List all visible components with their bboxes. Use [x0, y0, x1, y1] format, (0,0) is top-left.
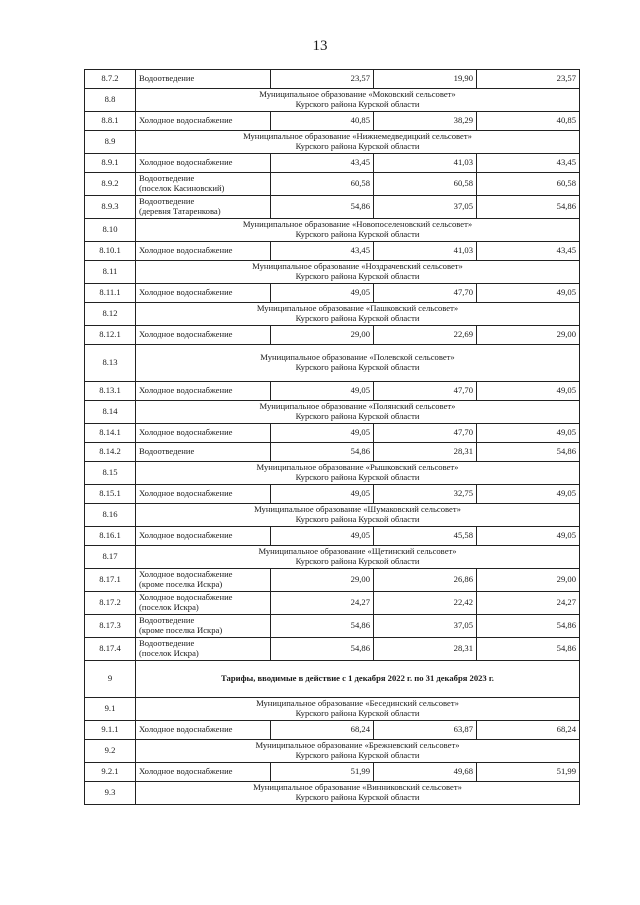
tariff-value-3: 54,86: [477, 638, 580, 661]
municipality-title: Муниципальное образование «Полянский сельсовет»: [259, 401, 456, 412]
row-number: 8.11: [85, 261, 136, 284]
service-name-note: (поселок Искра): [139, 602, 199, 612]
tariff-value-2: 41,03: [374, 242, 477, 261]
municipality-header-row: [85, 261, 580, 284]
table-row: [85, 112, 580, 131]
tariff-value-3: 54,86: [477, 615, 580, 638]
row-number: 8.9.2: [85, 173, 136, 196]
service-name: Водоотведение: [136, 443, 271, 462]
municipality-title: Муниципальное образование «Нижнемедведицкий сельсовет»: [243, 131, 472, 142]
row-number: 8.12.1: [85, 326, 136, 345]
service-name: Холодное водоснабжение: [136, 242, 271, 261]
tariff-value-2: 28,31: [374, 443, 477, 462]
table-row: [85, 527, 580, 546]
municipality-header-row: [85, 782, 580, 805]
row-number: 8.8.1: [85, 112, 136, 131]
municipality-header: [136, 261, 580, 284]
service-name-note: (поселок Искра): [139, 648, 199, 658]
municipality-header: [136, 303, 580, 326]
municipality-title: Муниципальное образование «Бесединский сельсовет»: [256, 698, 459, 709]
municipality-title: Муниципальное образование «Моковский сельсовет»: [259, 89, 456, 100]
table-row: [85, 196, 580, 219]
tariff-value-3: 54,86: [477, 196, 580, 219]
table-row: [85, 615, 580, 638]
service-name: Холодное водоснабжение: [136, 154, 271, 173]
service-name-line: Холодное водоснабжение: [139, 569, 233, 580]
table-row: [85, 592, 580, 615]
row-number: 8.17.4: [85, 638, 136, 661]
tariff-value-1: 68,24: [271, 721, 374, 740]
service-name: Водоотведение: [136, 70, 271, 89]
tariff-value-2: 63,87: [374, 721, 477, 740]
tariff-value-3: 49,05: [477, 382, 580, 401]
tariff-value-3: 23,57: [477, 70, 580, 89]
row-number: 8.16.1: [85, 527, 136, 546]
municipality-title: Муниципальное образование «Новопоселеновский сельсовет»: [242, 219, 473, 230]
municipality-header: [136, 131, 580, 154]
table-row: [85, 721, 580, 740]
service-name: [136, 173, 271, 196]
tariff-value-1: 29,00: [271, 569, 374, 592]
tariff-value-2: 41,03: [374, 154, 477, 173]
municipality-header: [136, 504, 580, 527]
service-name-note: (поселок Касиновский): [139, 183, 225, 193]
service-name-line: Холодное водоснабжение: [139, 592, 233, 603]
row-number: 8.14: [85, 401, 136, 424]
tariff-value-1: 49,05: [271, 284, 374, 303]
tariff-value-1: 24,27: [271, 592, 374, 615]
row-number: 8.9.1: [85, 154, 136, 173]
municipality-header-row: [85, 345, 580, 382]
table-row: [85, 638, 580, 661]
tariff-value-1: 49,05: [271, 382, 374, 401]
tariff-value-3: 49,05: [477, 485, 580, 504]
tariff-value-2: 22,42: [374, 592, 477, 615]
municipality-district: Курского района Курской области: [295, 792, 420, 802]
municipality-header-row: [85, 504, 580, 527]
municipality-district: Курского района Курской области: [295, 514, 420, 524]
table-row: [85, 382, 580, 401]
municipality-header-row: [85, 89, 580, 112]
municipality-header-row: [85, 303, 580, 326]
row-number: 9.2.1: [85, 763, 136, 782]
municipality-header: [136, 782, 580, 805]
tariff-value-1: 49,05: [271, 424, 374, 443]
municipality-district: Курского района Курской области: [295, 411, 420, 421]
municipality-header: [136, 345, 580, 382]
service-name: Холодное водоснабжение: [136, 721, 271, 740]
tariff-value-1: 29,00: [271, 326, 374, 345]
tariff-value-1: 51,99: [271, 763, 374, 782]
municipality-title: Муниципальное образование «Винниковский сельсовет»: [253, 782, 462, 793]
table-row: [85, 284, 580, 303]
row-number: 8.15.1: [85, 485, 136, 504]
service-name: Холодное водоснабжение: [136, 284, 271, 303]
tariff-value-2: 37,05: [374, 615, 477, 638]
tariff-value-2: 22,69: [374, 326, 477, 345]
municipality-header: [136, 698, 580, 721]
service-name: Холодное водоснабжение: [136, 382, 271, 401]
row-number: 8.8: [85, 89, 136, 112]
service-name: [136, 592, 271, 615]
row-number: 8.13.1: [85, 382, 136, 401]
table-row: [85, 154, 580, 173]
table-row: [85, 424, 580, 443]
tariff-value-1: 54,86: [271, 615, 374, 638]
service-name: Холодное водоснабжение: [136, 485, 271, 504]
municipality-header: [136, 546, 580, 569]
municipality-district: Курского района Курской области: [295, 472, 420, 482]
municipality-district: Курского района Курской области: [295, 271, 420, 281]
tariff-value-1: 49,05: [271, 485, 374, 504]
municipality-header: [136, 219, 580, 242]
tariff-value-1: 43,45: [271, 154, 374, 173]
municipality-district: Курского района Курской области: [295, 708, 420, 718]
tariff-value-3: 43,45: [477, 242, 580, 261]
municipality-title: Муниципальное образование «Ноздрачевский сельсовет»: [252, 261, 463, 272]
municipality-header: [136, 740, 580, 763]
tariff-value-2: 19,90: [374, 70, 477, 89]
municipality-district: Курского района Курской области: [295, 313, 420, 323]
tariff-value-3: 60,58: [477, 173, 580, 196]
tariff-value-2: 26,86: [374, 569, 477, 592]
municipality-header: [136, 401, 580, 424]
tariff-value-2: 47,70: [374, 424, 477, 443]
service-name-line: Водоотведение: [139, 173, 195, 184]
tariff-value-1: 54,86: [271, 443, 374, 462]
table-row: [85, 242, 580, 261]
tariff-value-3: 43,45: [477, 154, 580, 173]
tariff-value-2: 45,58: [374, 527, 477, 546]
service-name-note: (кроме поселка Искра): [139, 625, 223, 635]
municipality-title: Муниципальное образование «Пашковский сельсовет»: [256, 303, 459, 314]
tariff-value-3: 40,85: [477, 112, 580, 131]
row-number: 9: [85, 661, 136, 698]
municipality-district: Курского района Курской области: [295, 362, 420, 372]
row-number: 8.11.1: [85, 284, 136, 303]
table-row: [85, 485, 580, 504]
municipality-district: Курского района Курской области: [295, 99, 420, 109]
table-row: [85, 763, 580, 782]
table-row: [85, 173, 580, 196]
row-number: 8.12: [85, 303, 136, 326]
tariff-value-3: 29,00: [477, 569, 580, 592]
row-number: 9.2: [85, 740, 136, 763]
service-name: Холодное водоснабжение: [136, 112, 271, 131]
service-name-note: (деревня Татаренкова): [139, 206, 221, 216]
service-name: [136, 569, 271, 592]
section-row: [85, 661, 580, 698]
service-name: [136, 615, 271, 638]
service-name: [136, 196, 271, 219]
tariff-value-1: 40,85: [271, 112, 374, 131]
service-name: [136, 638, 271, 661]
municipality-header-row: [85, 131, 580, 154]
municipality-district: Курского района Курской области: [295, 750, 420, 760]
section-title: Тарифы, вводимые в действие с 1 декабря 2022 г. по 31 декабря 2023 г.: [136, 661, 580, 698]
municipality-district: Курского района Курской области: [295, 229, 420, 239]
row-number: 8.17.1: [85, 569, 136, 592]
row-number: 8.14.1: [85, 424, 136, 443]
municipality-district: Курского района Курской области: [295, 556, 420, 566]
tariff-value-3: 49,05: [477, 527, 580, 546]
row-number: 9.1: [85, 698, 136, 721]
tariff-value-1: 54,86: [271, 638, 374, 661]
row-number: 8.10: [85, 219, 136, 242]
service-name-line: Водоотведение: [139, 196, 195, 207]
tariff-value-1: 60,58: [271, 173, 374, 196]
service-name: Холодное водоснабжение: [136, 424, 271, 443]
service-name: Холодное водоснабжение: [136, 527, 271, 546]
municipality-district: Курского района Курской области: [295, 141, 420, 151]
municipality-title: Муниципальное образование «Брежневский сельсовет»: [255, 740, 460, 751]
row-number: 8.17.3: [85, 615, 136, 638]
tariff-value-3: 49,05: [477, 424, 580, 443]
municipality-title: Муниципальное образование «Полевской сельсовет»: [260, 352, 455, 363]
municipality-header-row: [85, 546, 580, 569]
municipality-header: [136, 89, 580, 112]
tariff-value-1: 54,86: [271, 196, 374, 219]
tariff-value-3: 24,27: [477, 592, 580, 615]
table-row: [85, 70, 580, 89]
row-number: 8.7.2: [85, 70, 136, 89]
tariff-table-body: [85, 70, 580, 805]
municipality-title: Муниципальное образование «Щетинский сельсовет»: [258, 546, 457, 557]
municipality-header-row: [85, 740, 580, 763]
service-name-note: (кроме поселка Искра): [139, 579, 223, 589]
municipality-header: [136, 462, 580, 485]
row-number: 8.9.3: [85, 196, 136, 219]
tariff-value-2: 47,70: [374, 284, 477, 303]
tariff-value-3: 29,00: [477, 326, 580, 345]
table-row: [85, 443, 580, 462]
municipality-title: Муниципальное образование «Рышковский сельсовет»: [256, 462, 459, 473]
table-row: [85, 569, 580, 592]
tariff-value-3: 49,05: [477, 284, 580, 303]
row-number: 8.9: [85, 131, 136, 154]
tariff-value-3: 68,24: [477, 721, 580, 740]
tariff-value-1: 23,57: [271, 70, 374, 89]
row-number: 9.1.1: [85, 721, 136, 740]
tariff-value-3: 54,86: [477, 443, 580, 462]
row-number: 8.15: [85, 462, 136, 485]
tariff-value-2: 47,70: [374, 382, 477, 401]
tariff-value-2: 38,29: [374, 112, 477, 131]
tariff-value-2: 60,58: [374, 173, 477, 196]
tariff-value-2: 49,68: [374, 763, 477, 782]
municipality-title: Муниципальное образование «Шумаковский сельсовет»: [254, 504, 461, 515]
service-name-line: Водоотведение: [139, 615, 195, 626]
tariff-value-1: 49,05: [271, 527, 374, 546]
row-number: 8.17: [85, 546, 136, 569]
tariff-table: [84, 69, 580, 805]
municipality-header-row: [85, 401, 580, 424]
municipality-header-row: [85, 462, 580, 485]
tariff-value-1: 43,45: [271, 242, 374, 261]
tariff-value-2: 32,75: [374, 485, 477, 504]
page-number: 13: [312, 38, 328, 54]
row-number: 8.17.2: [85, 592, 136, 615]
service-name: Холодное водоснабжение: [136, 763, 271, 782]
tariff-value-2: 28,31: [374, 638, 477, 661]
tariff-value-2: 37,05: [374, 196, 477, 219]
row-number: 8.14.2: [85, 443, 136, 462]
service-name: Холодное водоснабжение: [136, 326, 271, 345]
tariff-value-3: 51,99: [477, 763, 580, 782]
municipality-header-row: [85, 698, 580, 721]
row-number: 8.10.1: [85, 242, 136, 261]
municipality-header-row: [85, 219, 580, 242]
service-name-line: Водоотведение: [139, 638, 195, 649]
table-row: [85, 326, 580, 345]
row-number: 8.13: [85, 345, 136, 382]
row-number: 8.16: [85, 504, 136, 527]
row-number: 9.3: [85, 782, 136, 805]
